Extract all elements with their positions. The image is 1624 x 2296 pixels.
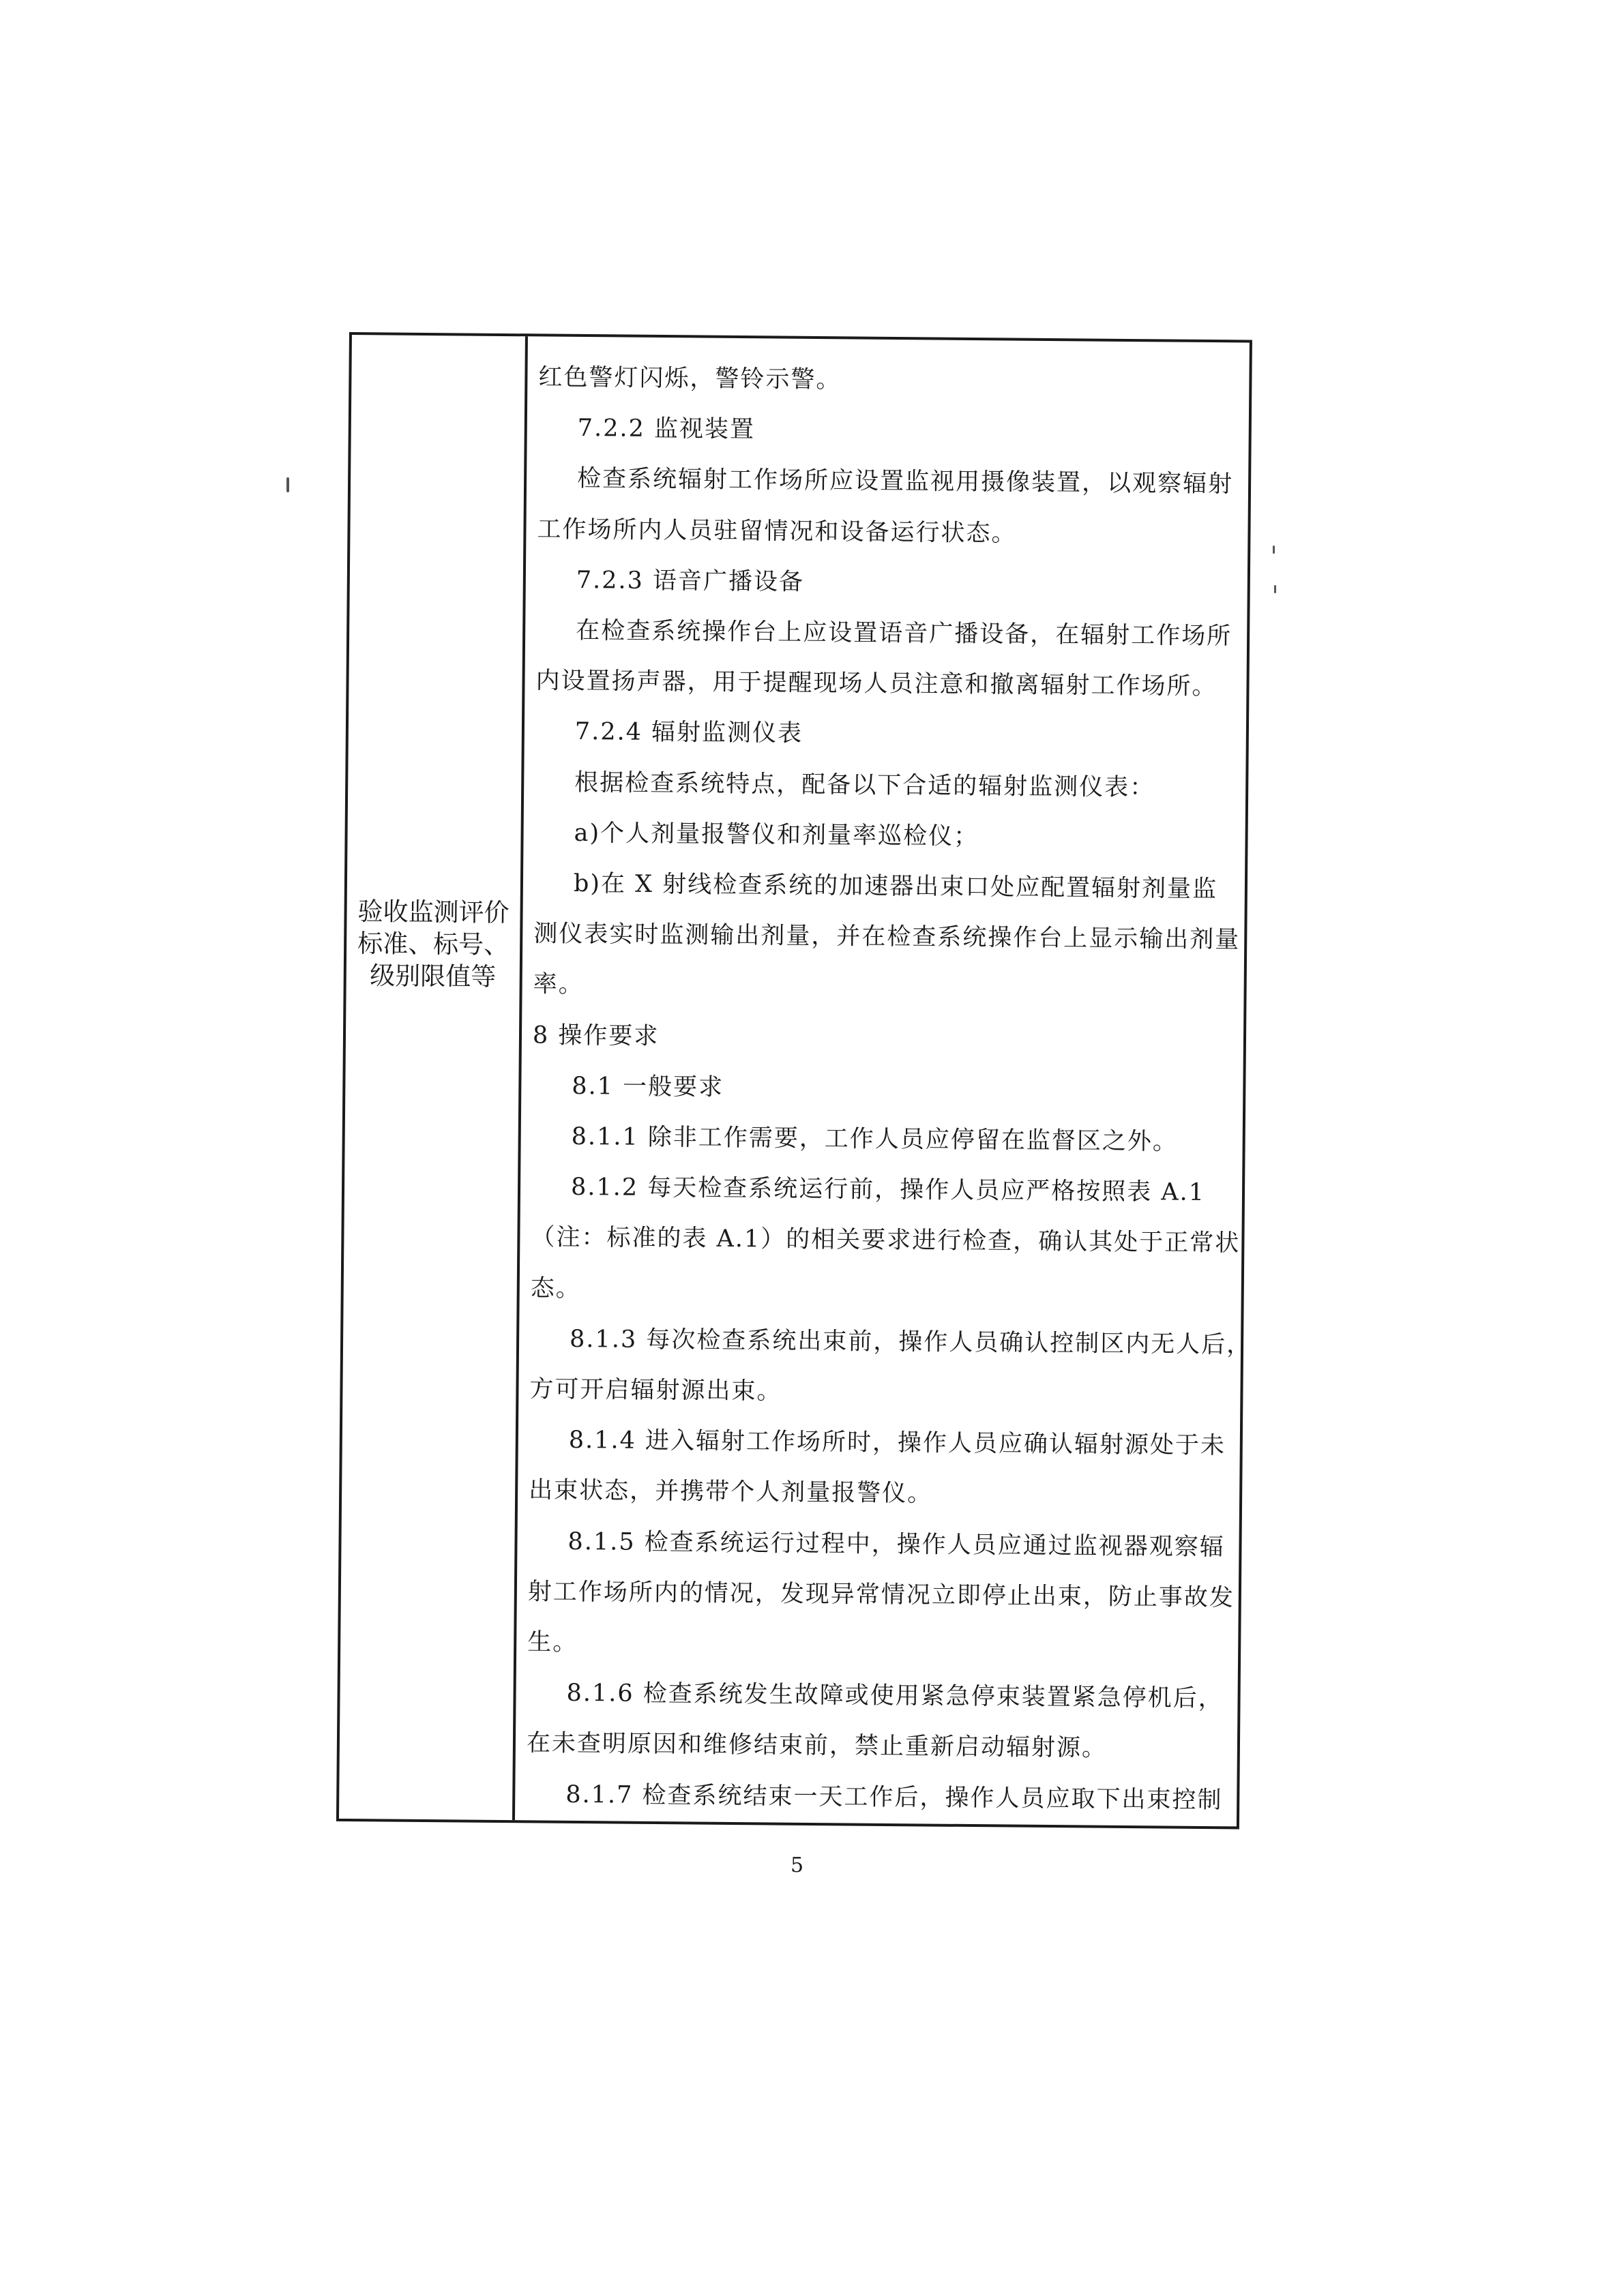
text-line: 7.2.4 辐射监测仪表 — [574, 717, 803, 747]
text-line: 8.1.1 除非工作需要，工作人员应停留在监督区之外。 — [571, 1122, 1179, 1156]
text-line: 8.1 一般要求 — [572, 1072, 724, 1101]
standards-table — [336, 332, 1252, 1829]
row-label-line: 验收监测评价 — [357, 897, 510, 928]
text-line: 在检查系统操作台上应设置语音广播设备，在辐射工作场所 — [576, 616, 1232, 651]
row-label-line: 级别限值等 — [370, 961, 497, 992]
scan-speck — [286, 477, 289, 492]
text-line: 8.1.7 检查系统结束一天工作后，操作人员应取下出束控制 — [565, 1780, 1223, 1815]
text-line: 生。 — [527, 1628, 578, 1656]
text-line: 态。 — [530, 1274, 581, 1303]
text-line: 测仪表实时监测输出剂量，并在检查系统操作台上显示输出剂量 — [533, 920, 1241, 954]
text-line: 在未查明原因和维修结束前，禁止重新启动辐射源。 — [526, 1729, 1108, 1762]
label-column — [339, 335, 528, 1820]
row-label-line: 标准、标号、 — [357, 929, 510, 960]
text-line: 方可开启辐射源出束。 — [529, 1375, 782, 1405]
text-line: 射工作场所内的情况，发现异常情况立即停止出束，防止事故发 — [527, 1578, 1235, 1612]
text-line: 根据检查系统特点，配备以下合适的辐射监测仪表： — [574, 769, 1155, 802]
text-line: 红色警灯闪烁，警铃示警。 — [538, 363, 842, 394]
text-line: 出束状态，并携带个人剂量报警仪。 — [529, 1476, 933, 1508]
text-line: 8.1.2 每天检查系统运行前，操作人员应严格按照表 A.1 — [570, 1173, 1206, 1206]
text-line: 检查系统辐射工作场所应设置监视用摄像装置，以观察辐射 — [576, 464, 1234, 498]
text-line: 率。 — [533, 970, 584, 999]
text-line: 8.1.3 每次检查系统出束前，操作人员确认控制区内无人后， — [569, 1325, 1252, 1359]
text-line: b)在 X 射线检查系统的加速器出束口处应配置辐射剂量监 — [573, 869, 1218, 904]
content-column — [515, 336, 1250, 1826]
text-line: 8.1.4 进入辐射工作场所时，操作人员应确认辐射源处于未 — [568, 1426, 1226, 1460]
text-line: （注：标准的表 A.1）的相关要求进行检查，确认其处于正常状 — [531, 1223, 1241, 1257]
text-line: 7.2.2 监视装置 — [577, 414, 756, 444]
page-number: 5 — [791, 1853, 804, 1877]
text-line: 8 操作要求 — [532, 1022, 660, 1051]
text-line: 7.2.3 语音广播设备 — [576, 566, 805, 596]
text-line: 8.1.6 检查系统发生故障或使用紧急停束装置紧急停机后， — [566, 1679, 1224, 1713]
row-label — [346, 895, 520, 993]
scan-speck — [1274, 585, 1276, 593]
text-line: a)个人剂量报警仪和剂量率巡检仪； — [574, 819, 979, 851]
text-line: 8.1.5 检查系统运行过程中，操作人员应通过监视器观察辐 — [567, 1527, 1225, 1562]
text-line: 内设置扬声器，用于提醒现场人员注意和撤离辐射工作场所。 — [535, 667, 1217, 701]
text-line: 工作场所内人员驻留情况和设备运行状态。 — [537, 516, 1017, 548]
scan-speck — [1273, 546, 1275, 554]
